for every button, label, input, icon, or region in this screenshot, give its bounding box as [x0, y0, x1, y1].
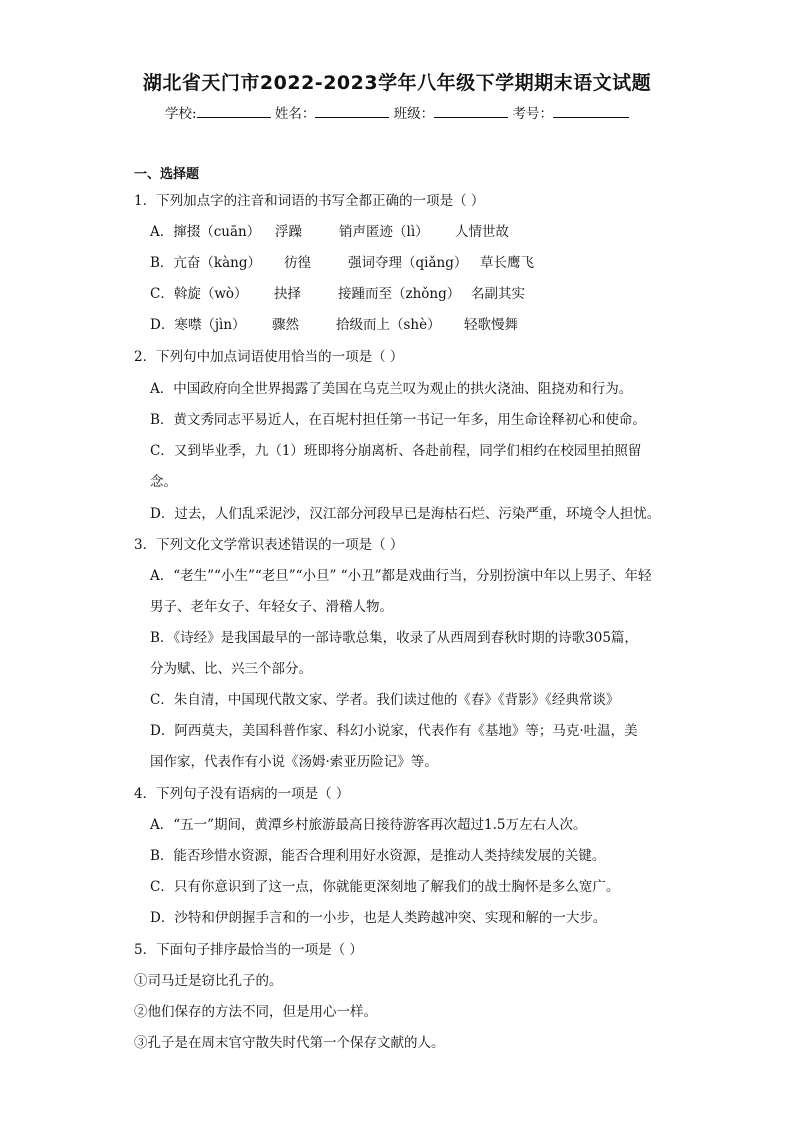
option-cell: C．斡旋（wò）: [150, 286, 248, 302]
school-blank[interactable]: [197, 105, 271, 118]
question-5-sentence-1: ①司马迁是窃比孔子的。: [134, 973, 283, 989]
exam-number-label: 考号：: [512, 106, 553, 122]
exam-number-blank[interactable]: [553, 105, 629, 118]
option-cell: 彷徨: [284, 255, 311, 271]
question-4-stem: 4．下列句子没有语病的一项是（ ）: [134, 786, 350, 802]
option-cell: B．亢奋（kàng）: [150, 255, 261, 271]
question-3-option-a: A．“老生”“小生”“老旦”“小旦” “小丑”都是戏曲行当，分别扮演中年以上男子、年轻: [150, 568, 652, 584]
class-label: 班级：: [393, 106, 435, 122]
option-cell: 强词夺理（qiǎng）: [348, 255, 468, 271]
class-blank[interactable]: [434, 105, 508, 118]
question-2-option-b: B．黄文秀同志平易近人，在百坭村担任第一书记一年多，用生命诠释初心和使命。: [150, 412, 646, 428]
option-cell: 销声匿迹（lì）: [339, 224, 429, 240]
question-4-option-b: B．能否珍惜水资源，能否合理利用好水资源，是推动人类持续发展的关键。: [150, 848, 606, 864]
question-4-option-d: D．沙特和伊朗握手言和的一小步，也是人类跨越冲突、实现和解的一大步。: [150, 910, 607, 926]
page-title: 湖北省天门市2022-2023学年八年级下学期期末语文试题: [142, 72, 652, 94]
question-3-option-a-continued: 男子、老年女子、年轻女子、滑稽人物。: [150, 599, 393, 615]
option-cell: A．撺掇（cuān）: [150, 224, 261, 240]
question-5-sentence-3: ③孔子是在周末官守散失时代第一个保存文献的人。: [134, 1035, 445, 1051]
question-1-option-d: [150, 316, 518, 334]
question-3-option-b: B．《诗经》是我国最早的一部诗歌总集，收录了从西周到春秋时期的诗歌305篇，: [150, 630, 638, 646]
question-5-sentence-2: ②他们保存的方法不同，但是用心一样。: [134, 1004, 377, 1020]
section-heading: 一、选择题: [134, 167, 200, 182]
option-cell: 草长鹰飞: [480, 255, 534, 271]
option-cell: D．寒噤（jìn）: [150, 317, 246, 333]
option-cell: 骤然: [272, 317, 299, 333]
name-label: 姓名：: [274, 106, 316, 122]
question-2-option-a: A．中国政府向全世界揭露了美国在乌克兰叹为观止的拱火浇油、阻挠劝和行为。: [150, 381, 633, 397]
option-cell: 浮躁: [275, 224, 302, 240]
option-cell: 人情世故: [455, 224, 509, 240]
option-cell: 拾级而上（shè）: [336, 317, 441, 333]
option-cell: 轻歌慢舞: [464, 317, 518, 333]
question-3-option-d: D．阿西莫夫，美国科普作家、科幻小说家，代表作有《基地》等；马克·吐温，美: [150, 723, 638, 739]
student-info-row: [0, 102, 794, 122]
question-2-option-c-continued: 念。: [150, 474, 177, 490]
question-1-option-b: [150, 254, 534, 272]
question-4-option-a: A．“五一”期间，黄潭乡村旅游最高日接待游客再次超过1.5万左右人次。: [150, 817, 587, 833]
question-5-stem: 5．下面句子排序最恰当的一项是（ ）: [134, 942, 363, 958]
question-2-stem: 2．下列句中加点词语使用恰当的一项是（ ）: [134, 349, 404, 365]
question-3-option-d-continued: 国作家，代表作有小说《汤姆·索亚历险记》等。: [150, 754, 438, 770]
question-1-option-c: [150, 285, 525, 303]
question-3-option-c: C．朱自清，中国现代散文家、学者。我们读过他的《春》《背影》《经典常谈》: [150, 692, 620, 708]
question-4-option-c: C．只有你意识到了这一点，你就能更深刻地了解我们的战士胸怀是多么宽广。: [150, 879, 620, 895]
option-cell: 抉择: [274, 286, 301, 302]
question-2-option-d: D．过去，人们乱采泥沙，汉江部分河段早已是海枯石烂、污染严重，环境令人担忧。: [150, 506, 661, 522]
name-blank[interactable]: [315, 105, 389, 118]
school-label: 学校:: [165, 106, 197, 122]
question-3-option-b-continued: 分为赋、比、兴三个部分。: [150, 661, 312, 677]
option-cell: 名副其实: [471, 286, 525, 302]
option-cell: 接踵而至（zhǒng）: [338, 286, 461, 302]
question-1-stem: 1．下列加点字的注音和词语的书写全都正确的一项是（ ）: [134, 193, 485, 209]
question-3-stem: 3．下列文化文学常识表述错误的一项是（ ）: [134, 537, 404, 553]
question-2-option-c: C．又到毕业季，九（1）班即将分崩离析、各赴前程，同学们相约在校园里拍照留: [150, 443, 642, 459]
question-1-option-a: [150, 223, 509, 241]
